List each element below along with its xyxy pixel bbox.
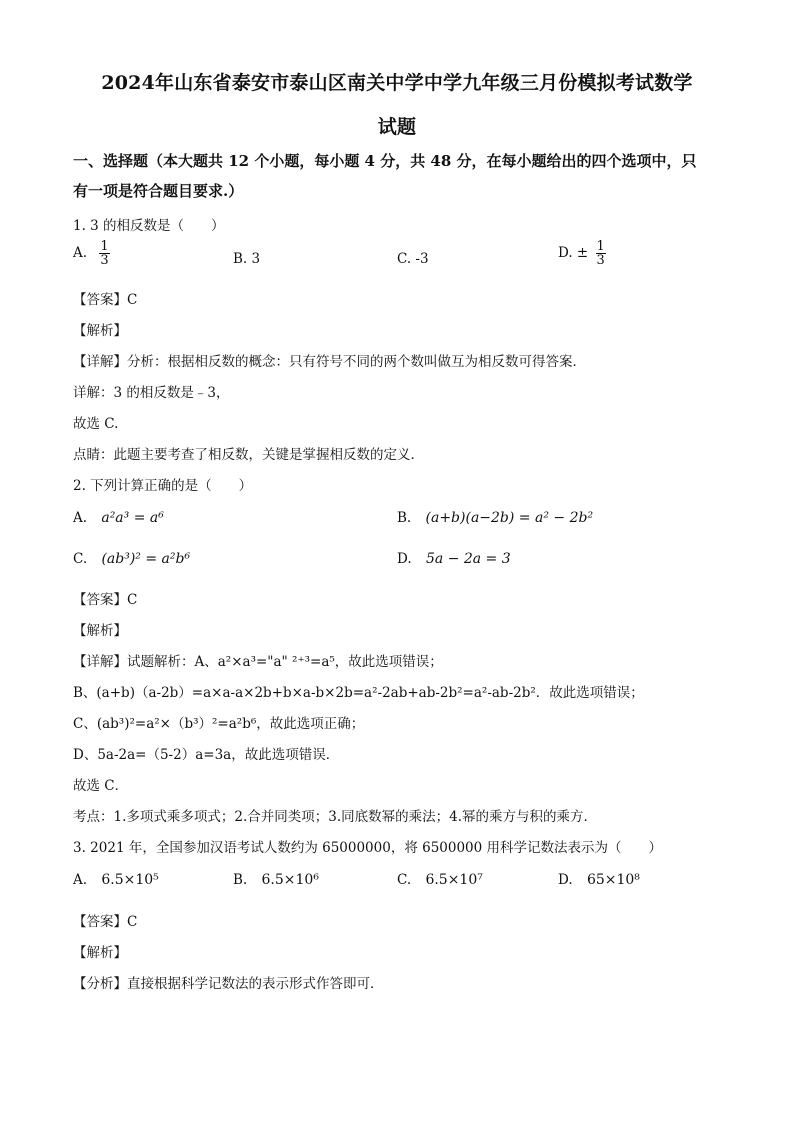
question-2-choose: 故选 C． — [73, 778, 129, 794]
fraction-denominator: 3 — [596, 253, 605, 268]
question-3-analysis: 【解析】 — [73, 945, 127, 961]
question-1-option-d — [558, 240, 606, 267]
question-2-answer: 【答案】C — [73, 592, 138, 608]
question-1-option-b: B. 3 — [233, 251, 261, 267]
option-a-expression: 6.5×10⁵ — [101, 872, 159, 888]
option-d-label: D. — [558, 872, 573, 888]
option-d-expression: 65×10⁸ — [586, 872, 640, 888]
document-title-line2: 试题 — [377, 116, 417, 138]
question-3-option-d — [558, 872, 640, 888]
option-a-label: A. — [73, 872, 88, 888]
option-d-expression: 5a − 2a = 3 — [425, 551, 511, 567]
question-1-comment: 点睛：此题主要考查了相反数，关键是掌握相反数的定义． — [73, 447, 424, 463]
section-heading-line1: 一、选择题（本大题共 12 个小题，每小题 4 分，共 48 分，在每小题给出的四个选项中，只 — [73, 152, 697, 170]
question-2-option-d — [397, 551, 511, 567]
question-1-explain: 详解：3 的相反数是﹣3， — [73, 385, 230, 401]
option-c-expression: (ab³)² = a²b⁶ — [101, 551, 191, 567]
option-b-expression: (a+b)(a−2b) = a² − 2b² — [425, 510, 594, 526]
question-2-line-c: C、(ab³)²=a²×（b³）²=a²b⁶，故此选项正确； — [73, 716, 365, 732]
option-b-label: B. — [233, 872, 248, 888]
option-b-expression: 6.5×10⁶ — [261, 872, 319, 888]
question-1-analysis: 【解析】 — [73, 323, 127, 339]
option-b-label: B. — [397, 510, 412, 526]
question-1-option-c: C. -3 — [397, 251, 429, 267]
question-1-stem: 1. 3 的相反数是（ ） — [73, 218, 225, 234]
question-3-option-b — [233, 872, 319, 888]
option-d-label: D. ± — [558, 245, 589, 261]
question-1-option-a — [73, 240, 110, 267]
fraction-one-third — [99, 240, 109, 267]
document-title-line1: 2024年山东省泰安市泰山区南关中学中学九年级三月份模拟考试数学 — [101, 72, 693, 94]
option-c-label: C. — [397, 872, 412, 888]
fraction-denominator: 3 — [100, 253, 109, 268]
question-3-option-a — [73, 872, 159, 888]
question-2-kaodian: 考点：1.多项式乘多项式；2.合并同类项；3.同底数幂的乘法；4.幂的乘方与积的乘方． — [73, 809, 598, 825]
question-3-answer: 【答案】C — [73, 914, 138, 930]
option-d-label: D. — [397, 551, 412, 567]
question-1-choose: 故选 C. — [73, 416, 119, 432]
fraction-numerator: 1 — [100, 239, 109, 254]
section-heading-line2: 有一项是符合题目要求.） — [73, 182, 244, 200]
option-a-label: A. — [73, 245, 88, 261]
question-2-analysis: 【解析】 — [73, 623, 127, 639]
question-2-stem: 2. 下列计算正确的是（ ） — [73, 478, 253, 494]
question-3-stem: 3. 2021 年，全国参加汉语考试人数约为 65000000，将 6500000 用科学记数法表示为（ ） — [73, 840, 663, 856]
option-a-expression: a²a³ = a⁶ — [101, 510, 164, 526]
question-3-option-c — [397, 872, 483, 888]
question-2-option-c — [73, 551, 190, 567]
option-c-label: C. — [73, 551, 88, 567]
question-2-option-b — [397, 510, 593, 526]
question-2-option-a — [73, 510, 164, 526]
question-1-answer: 【答案】C — [73, 292, 138, 308]
question-1-detail: 【详解】分析：根据相反数的概念：只有符号不同的两个数叫做互为相反数可得答案． — [73, 354, 586, 370]
question-2-line-b: B、(a+b)（a-2b）=a×a-a×2b+b×a-b×2b=a²-2ab+ab-2b²=a²-ab-2b²．故此选项错误； — [73, 685, 644, 701]
question-2-detail: 【详解】试题解析：A、a²×a³="a" ²⁺³=a⁵，故此选项错误； — [73, 654, 443, 670]
question-2-line-d: D、5a-2a=（5-2）a=3a，故此选项错误． — [73, 747, 340, 763]
question-3-fenxi: 【分析】直接根据科学记数法的表示形式作答即可． — [73, 976, 384, 992]
option-c-expression: 6.5×10⁷ — [425, 872, 483, 888]
option-a-label: A. — [73, 510, 88, 526]
fraction-one-third — [596, 240, 606, 267]
fraction-numerator: 1 — [596, 239, 605, 254]
